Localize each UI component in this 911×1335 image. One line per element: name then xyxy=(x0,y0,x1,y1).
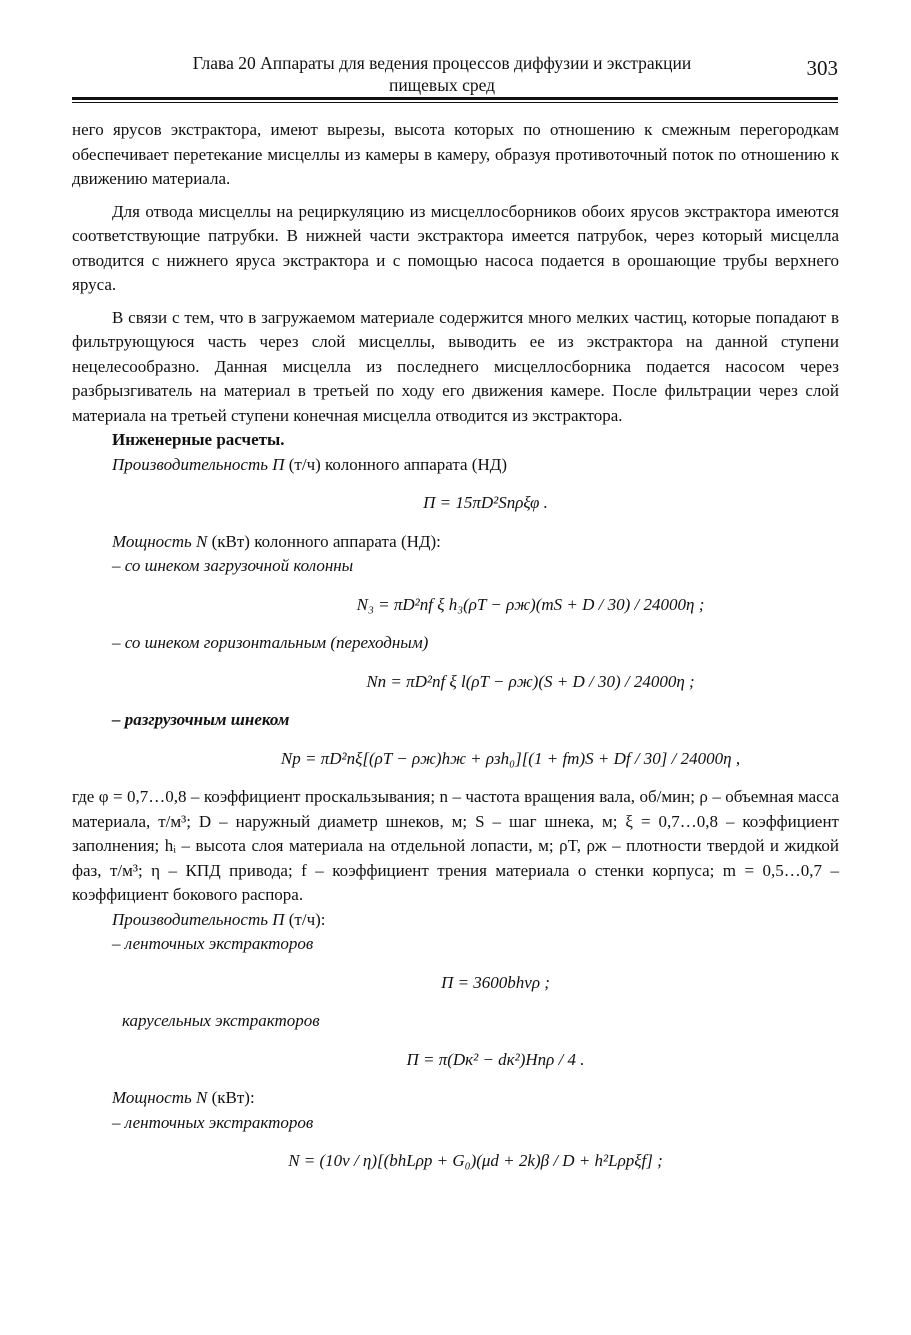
formula: N = (10v / η)[(bhLρр + G₀)(μd + 2k)β / D + h²Lρрξf] ; xyxy=(288,1151,663,1170)
header-rule xyxy=(72,97,838,100)
label-rest: (т/ч): xyxy=(284,909,326,929)
paragraph: Для отвода мисцеллы на рециркуляцию из мисцеллосборников обоих ярусов экстрактора имеются соответствующие патрубки. В нижней части экстрактора имеется патрубок, через который мисцелла отводится с нижнего яруса экстрактора и с помощью насоса подается в орошающие трубы верхнего яруса. xyxy=(72,201,839,294)
case-label: – ленточных экстракторов xyxy=(112,934,314,953)
section-heading: Инженерные расчеты. xyxy=(112,430,285,449)
label-rest: (кВт) колонного аппарата (НД): xyxy=(207,531,441,551)
case-label: карусельных экстракторов xyxy=(122,1011,320,1030)
label-italic: Производительность П xyxy=(112,909,285,929)
definitions-paragraph: где φ = 0,7…0,8 – коэффициент проскальзывания; n – частота вращения вала, об/мин; ρ – объемная масса материала, т/м³; D – наружный диаметр шнеков, м; S – шаг шнека, м; ξ = 0,7…0,8 – коэффициент заполнения; hᵢ – высота слоя материала на отдельной лопасти, м; ρT, ρж – плотности твердой и жидкой фаз, т/м³; η – КПД привода; f – коэффициент трения материала о стенки корпуса; m = 0,5…0,7 – коэффициент бокового распора. xyxy=(72,787,839,904)
formula-label xyxy=(72,908,839,933)
header-rule-thin xyxy=(72,102,838,103)
label-italic: Производительность П xyxy=(112,454,285,474)
page-number: 303 xyxy=(806,56,838,80)
running-title xyxy=(112,52,772,96)
paragraph: него ярусов экстрактора, имеют вырезы, высота которых по отношению к смежным перегородкам обеспечивает перетекание мисцеллы из камеры в камеру, образуя противоточный поток по отношению к движению материала. xyxy=(72,120,839,188)
formula: Nп = πD²nf ξ l(ρT − ρж)(S + D / 30) / 24000η ; xyxy=(366,671,695,691)
running-title-line1: Глава 20 Аппараты для ведения процессов диффузии и экстракции xyxy=(192,53,692,73)
case-label: – со шнеком горизонтальным (переходным) xyxy=(112,633,429,652)
paragraph: В связи с тем, что в загружаемом материале содержится много мелких частиц, которые попадают в фильтрующуюся часть через слой мисцеллы, выводить ее из экстрактора на данной ступени нецелесообразно. Данная мисцелла из последнего мисцеллосборника подается насосом через разбрызгиватель на материал в третьей по ходу его движения камере. После фильтрации через слой материала на третьей ступени конечная мисцелла отводится из экстрактора. xyxy=(72,307,839,425)
label-italic: Мощность N xyxy=(112,531,208,551)
page-header xyxy=(72,52,842,98)
case-label: – разгрузочным шнеком xyxy=(112,710,290,729)
formula: П = π(Dк² − dк²)Hnρ / 4 . xyxy=(406,1049,585,1069)
formula-label xyxy=(72,1086,839,1111)
formula: П = 15πD²Snρξφ . xyxy=(423,493,548,512)
label-italic: Мощность N xyxy=(112,1088,208,1107)
running-title-line2: пищевых сред xyxy=(388,75,496,95)
formula-label xyxy=(72,530,839,555)
label-rest: (кВт): xyxy=(207,1088,255,1107)
label-rest: (т/ч) колонного аппарата (НД) xyxy=(284,454,507,474)
case-label: – со шнеком загрузочной колонны xyxy=(112,556,354,575)
formula-label xyxy=(72,453,839,478)
formula: П = 3600bhvρ ; xyxy=(441,972,550,992)
formula: Nр = πD²nξ[(ρT − ρж)hж + ρзh₀][(1 + fm)S + Df / 30] / 24000η , xyxy=(280,748,741,768)
page-body xyxy=(72,118,839,1174)
case-label: – ленточных экстракторов xyxy=(112,1112,314,1132)
formula: N₃ = πD²nf ξ h₃(ρT − ρж)(mS + D / 30) / 24000η ; xyxy=(356,594,705,614)
